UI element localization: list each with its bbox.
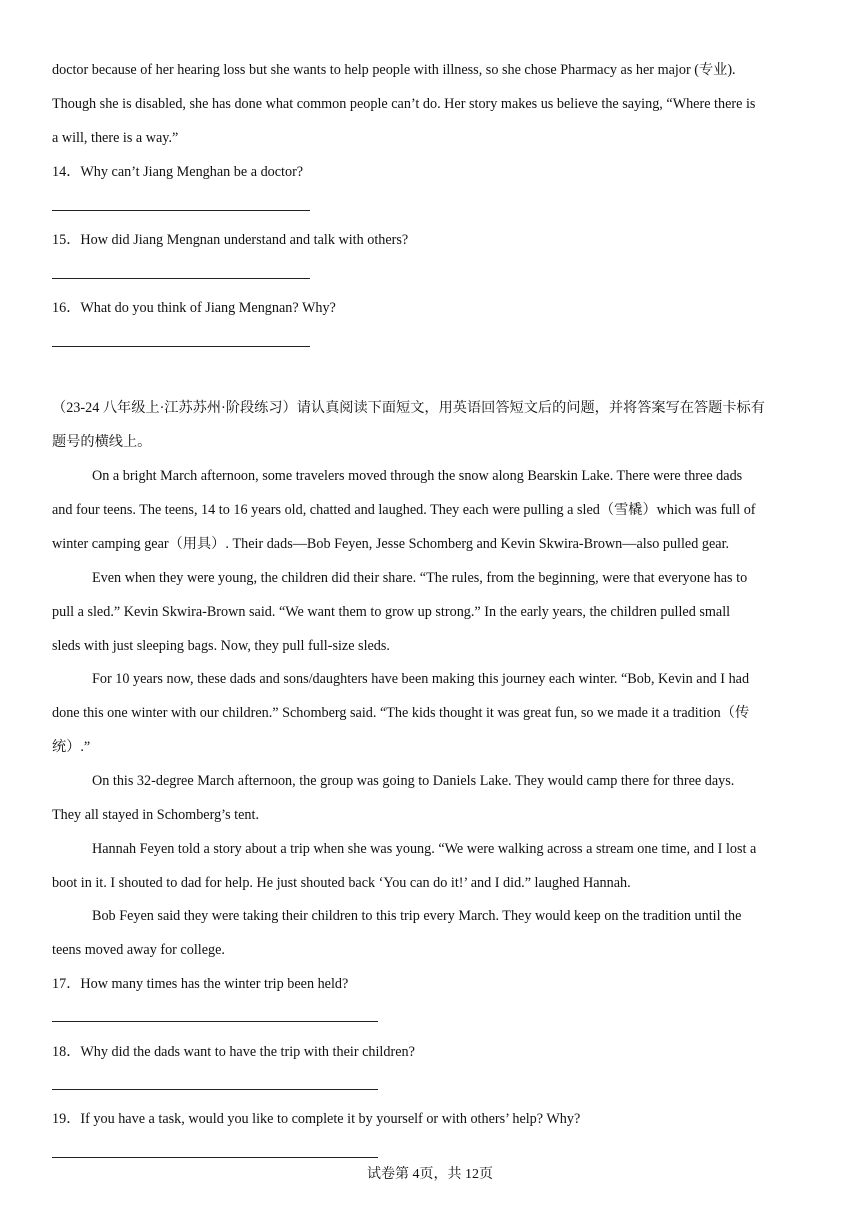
section-instruction: （23-24 八年级上·江苏苏州·阶段练习）请认真阅读下面短文，用英语回答短文后的问题，并将答案写在答题卡标有 (52, 400, 765, 416)
passage-line: sleds with just sleeping bags. Now, they pull full-size sleds. (52, 638, 390, 654)
passage-line: doctor because of her hearing loss but she wants to help people with illness, so she chose Pharmacy as her major (专业). (52, 62, 736, 78)
answer-line-15[interactable] (52, 278, 310, 279)
question-18: 18．Why did the dads want to have the trip with their children? (52, 1044, 415, 1060)
passage-line: Bob Feyen said they were taking their children to this trip every March. They would keep on the tradition until the (92, 908, 742, 924)
passage-line: winter camping gear（用具）. Their dads—Bob Feyen, Jesse Schomberg and Kevin Skwira-Brown—also pulled gear. (52, 536, 730, 552)
passage-line: teens moved away for college. (52, 942, 225, 958)
passage-line: Though she is disabled, she has done what common people can’t do. Her story makes us believe the saying, “Where there is (52, 96, 756, 112)
passage-line: and four teens. The teens, 14 to 16 years old, chatted and laughed. They each were pulling a sled（雪橇）which was full of (52, 502, 756, 518)
answer-line-17[interactable] (52, 1021, 378, 1022)
question-16: 16．What do you think of Jiang Mengnan? Why? (52, 300, 336, 316)
passage-line: boot in it. I shouted to dad for help. He just shouted back ‘You can do it!’ and I did.” laughed Hannah. (52, 875, 631, 891)
passage-line: Hannah Feyen told a story about a trip when she was young. “We were walking across a stream one time, and I lost a (92, 841, 757, 857)
passage-line: For 10 years now, these dads and sons/daughters have been making this journey each winter. “Bob, Kevin and I had (92, 671, 750, 687)
question-15: 15．How did Jiang Mengnan understand and talk with others? (52, 232, 409, 248)
section-instruction: 题号的横线上。 (52, 434, 152, 450)
question-19: 19．If you have a task, would you like to complete it by yourself or with others’ help? Why? (52, 1111, 581, 1127)
passage-line: Even when they were young, the children did their share. “The rules, from the beginning, were that everyone has to (92, 570, 748, 586)
passage-line: 统）.” (52, 739, 91, 755)
passage-line: pull a sled.” Kevin Skwira-Brown said. “We want them to grow up strong.” In the early years, the children pulled small (52, 604, 731, 620)
passage-line: On this 32-degree March afternoon, the group was going to Daniels Lake. They would camp there for three days. (92, 773, 735, 789)
page-footer: 试卷第 4页，共 12页 (367, 1167, 493, 1182)
answer-line-19[interactable] (52, 1157, 378, 1158)
passage-line: They all stayed in Schomberg’s tent. (52, 807, 259, 823)
answer-line-16[interactable] (52, 346, 310, 347)
answer-line-14[interactable] (52, 210, 310, 211)
passage-line: a will, there is a way.” (52, 130, 179, 146)
passage-line: On a bright March afternoon, some travelers moved through the snow along Bearskin Lake. There were three dads (92, 468, 743, 484)
answer-line-18[interactable] (52, 1089, 378, 1090)
question-17: 17．How many times has the winter trip been held? (52, 976, 349, 992)
passage-line: done this one winter with our children.” Schomberg said. “The kids thought it was great fun, so we made it a tradition（传 (52, 705, 750, 721)
question-14: 14．Why can’t Jiang Menghan be a doctor? (52, 164, 304, 180)
